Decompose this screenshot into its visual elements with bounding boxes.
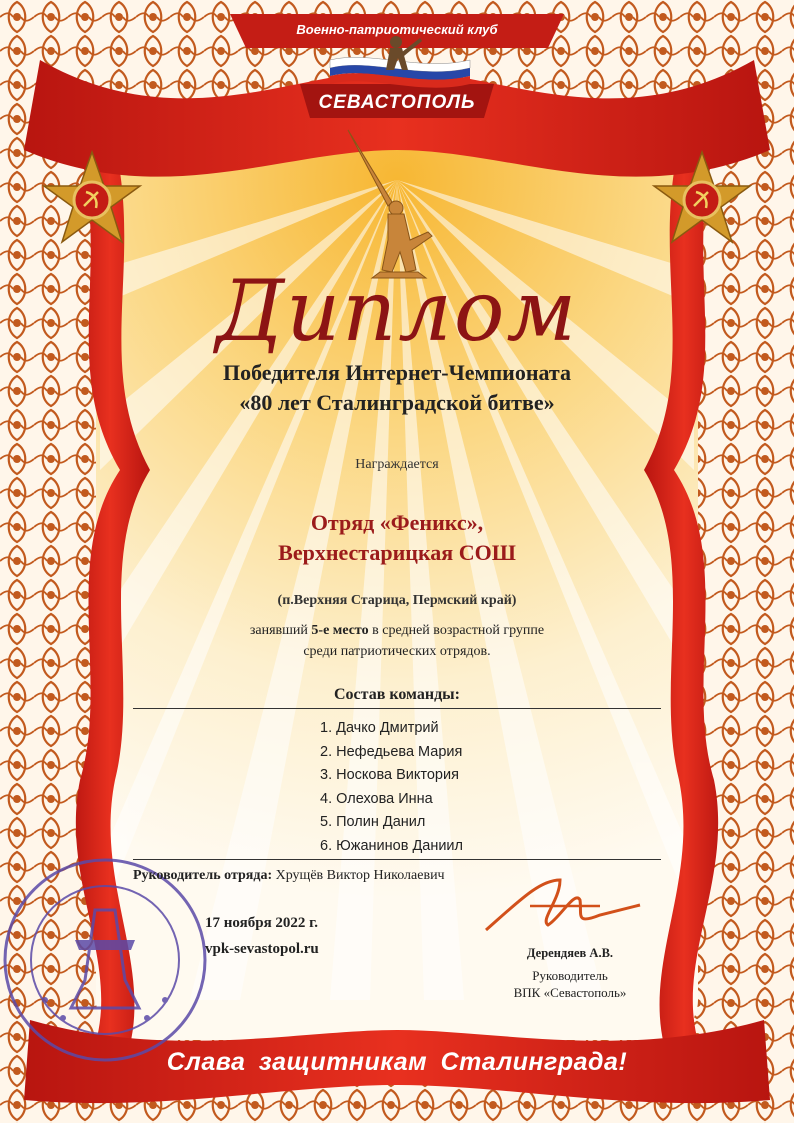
award-date: 17 ноября 2022 г.: [205, 915, 319, 931]
signer-role: [470, 967, 670, 1001]
championship-line-1: Победителя Интернет-Чемпионата: [222, 360, 571, 385]
result-place: 5-е место: [311, 623, 369, 638]
roster-top-divider: [133, 708, 661, 709]
team-location: (п.Верхняя Старица, Пермский край): [277, 593, 517, 608]
roster-title: Состав команды:: [334, 686, 460, 703]
list-item: 5. Полин Данил: [320, 814, 426, 830]
list-item: 1. Дачко Дмитрий: [320, 720, 439, 736]
signer-role-line-2: ВПК «Севастополь»: [513, 985, 627, 1000]
result-prefix: занявший: [249, 623, 308, 638]
leader-label: Руководитель отряда:: [133, 868, 273, 883]
team-line-2: Верхнестарицкая СОШ: [278, 540, 516, 565]
team-line-1: Отряд «Феникс»,: [310, 510, 484, 535]
championship-line-2: «80 лет Сталинградской битве»: [239, 390, 555, 415]
result-suffix: в средней возрастной группе: [372, 623, 545, 638]
club-name: СЕВАСТОПОЛЬ: [318, 92, 476, 113]
slogan: Слава защитникам Сталинграда!: [166, 1048, 628, 1076]
leader-name: Хрущёв Виктор Николаевич: [275, 868, 445, 883]
list-item: 3. Носкова Виктория: [320, 767, 459, 783]
signer-name: Дерендяев А.В.: [526, 946, 614, 960]
result-text: [0, 620, 794, 662]
team-leader: [133, 868, 445, 884]
list-item: 2. Нефедьева Мария: [320, 743, 463, 760]
roster-bottom-divider: [133, 859, 661, 860]
result-line-2: среди патриотических отрядов.: [303, 644, 491, 659]
website-link[interactable]: vpk-sevastopol.ru: [205, 941, 319, 957]
signer-role-line-1: Руководитель: [532, 968, 608, 983]
awarded-label: Награждается: [355, 457, 439, 472]
list-item: 6. Южанинов Даниил: [320, 837, 463, 854]
championship-title: [0, 358, 794, 418]
club-caption: Военно-патриотический клуб: [296, 22, 498, 37]
team-name: [0, 508, 794, 568]
list-item: 4. Олехова Инна: [320, 790, 433, 807]
member-list: [320, 717, 463, 858]
diploma-title: Диплом: [215, 262, 579, 360]
